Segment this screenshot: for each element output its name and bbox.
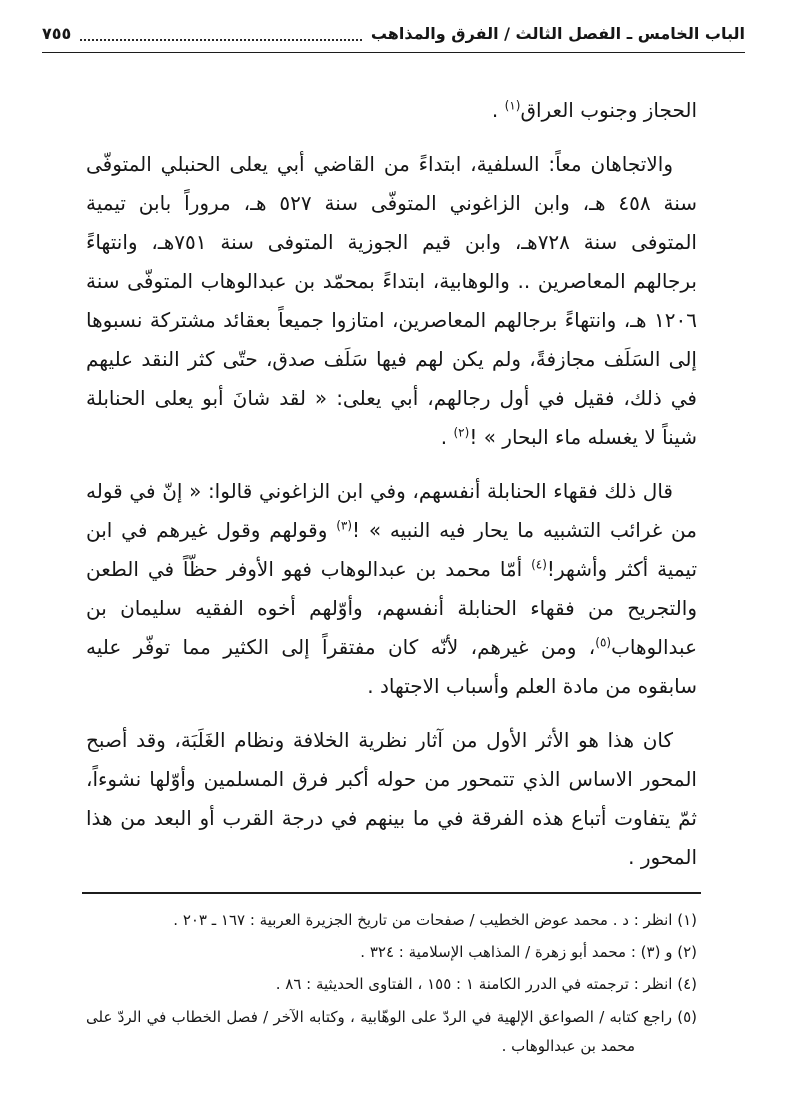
body-text xyxy=(42,53,745,892)
footnote-ref-marker: (٣) xyxy=(336,518,353,533)
footnote: (٥) راجع كتابه / الصواعق الإلهية في الردّ على الوهّابية ، وكتابه الآخر / فصل الخطاب في الردّ على محمد بن عبدالوهاب . xyxy=(86,1007,697,1055)
body-paragraph: والاتجاهان معاً: السلفية، ابتداءً من القاضي أبي يعلى الحنبلي المتوفّى سنة ٤٥٨ هـ، وابن الزاغوني المتوفّى سنة ٥٢٧ هـ، مروراً بابن تيمية المتوفى سنة ٧٢٨هـ، وابن قيم الجوزية المتوفى سنة ٧٥١هـ، وانتهاءً برجالهم المعاصرين .. والوهابية، ابتداءً بمحمّد بن عبدالوهاب المتوفّى سنة ١٢٠٦ هـ، وانتهاءً برجالهم المعاصرين، امتازوا جميعاً بعقائد مشتركة نسبوها إلى السَلَف مجازفةً، ولم يكن لهم فيها سَلَف صدق، حتّى كثر النقد عليهم في ذلك، فقيل في أول رجالهم، أبي يعلى: « لقد شانَ أبو يعلى الحنابلة شيناً لا يغسله ماء البحار » !$^{(٢)}$ . xyxy=(86,151,698,449)
footnote-ref-marker: (٢) xyxy=(453,425,470,440)
footnote: (١) انظر : د . محمد عوض الخطيب / صفحات من تاريخ الجزيرة العربية : ١٦٧ ـ ٢٠٣ . xyxy=(173,910,697,929)
footnote: (٢) و (٣) : محمد أبو زهرة / المذاهب الإسلامية : ٣٢٤ . xyxy=(360,943,697,962)
footnotes-block xyxy=(42,906,745,1064)
footnote-ref-marker: (٥) xyxy=(595,635,612,650)
dotted-leader xyxy=(80,39,362,41)
footnote-ref-marker: (٤) xyxy=(531,557,547,572)
body-paragraph: قال ذلك فقهاء الحنابلة أنفسهم، وفي ابن الزاغوني قالوا: « إنّ في قوله من غرائب التشبيه ما يحار فيه النبيه » !$^{(٣)}$ وقولهم وقول غيرهم في ابن تيمية أكثر وأشهر!$^{(٤)}$ أمّا محمد بن عبدالوهاب فهو الأوفر حظّاً في الطعن والتجريح من فقهاء الحنابلة أنفسهم، وأوّلهم أخوه الفقيه سليمان بن عبدالوهاب$^{(٥)}$، ومن غيرهم، لأنّه كان مفتقراً إلى الكثير مما توفّر عليه سابقوه من مادة العلم وأسباب الاجتهاد . xyxy=(86,478,698,698)
page-number: ٧٥٥ xyxy=(42,24,72,43)
page-header xyxy=(42,24,745,52)
chapter-title: الباب الخامس ـ الفصل الثالث / الفرق والمذاهب xyxy=(370,24,745,43)
footnote-separator xyxy=(82,892,701,894)
body-paragraph: الحجاز وجنوب العراق$^{(١)}$ . xyxy=(491,97,697,122)
footnote: (٤) انظر : ترجمته في الدرر الكامنة ١ : ١٥٥ ، الفتاوى الحديثية : ٨٦ . xyxy=(275,975,697,994)
body-paragraph: كان هذا هو الأثر الأول من آثار نظرية الخلافة ونظام الغَلَبَة، وقد أصبح المحور الاساس الذي تتمحور من حوله أكبر فرق المسلمين وأوّلها نشوءاً، ثمّ يتفاوت أتباع هذه الفرقة في ما بينهم في درجة القرب أو البعد من هذا المحور . xyxy=(86,727,697,869)
footnote-ref-marker: (١) xyxy=(504,98,521,113)
